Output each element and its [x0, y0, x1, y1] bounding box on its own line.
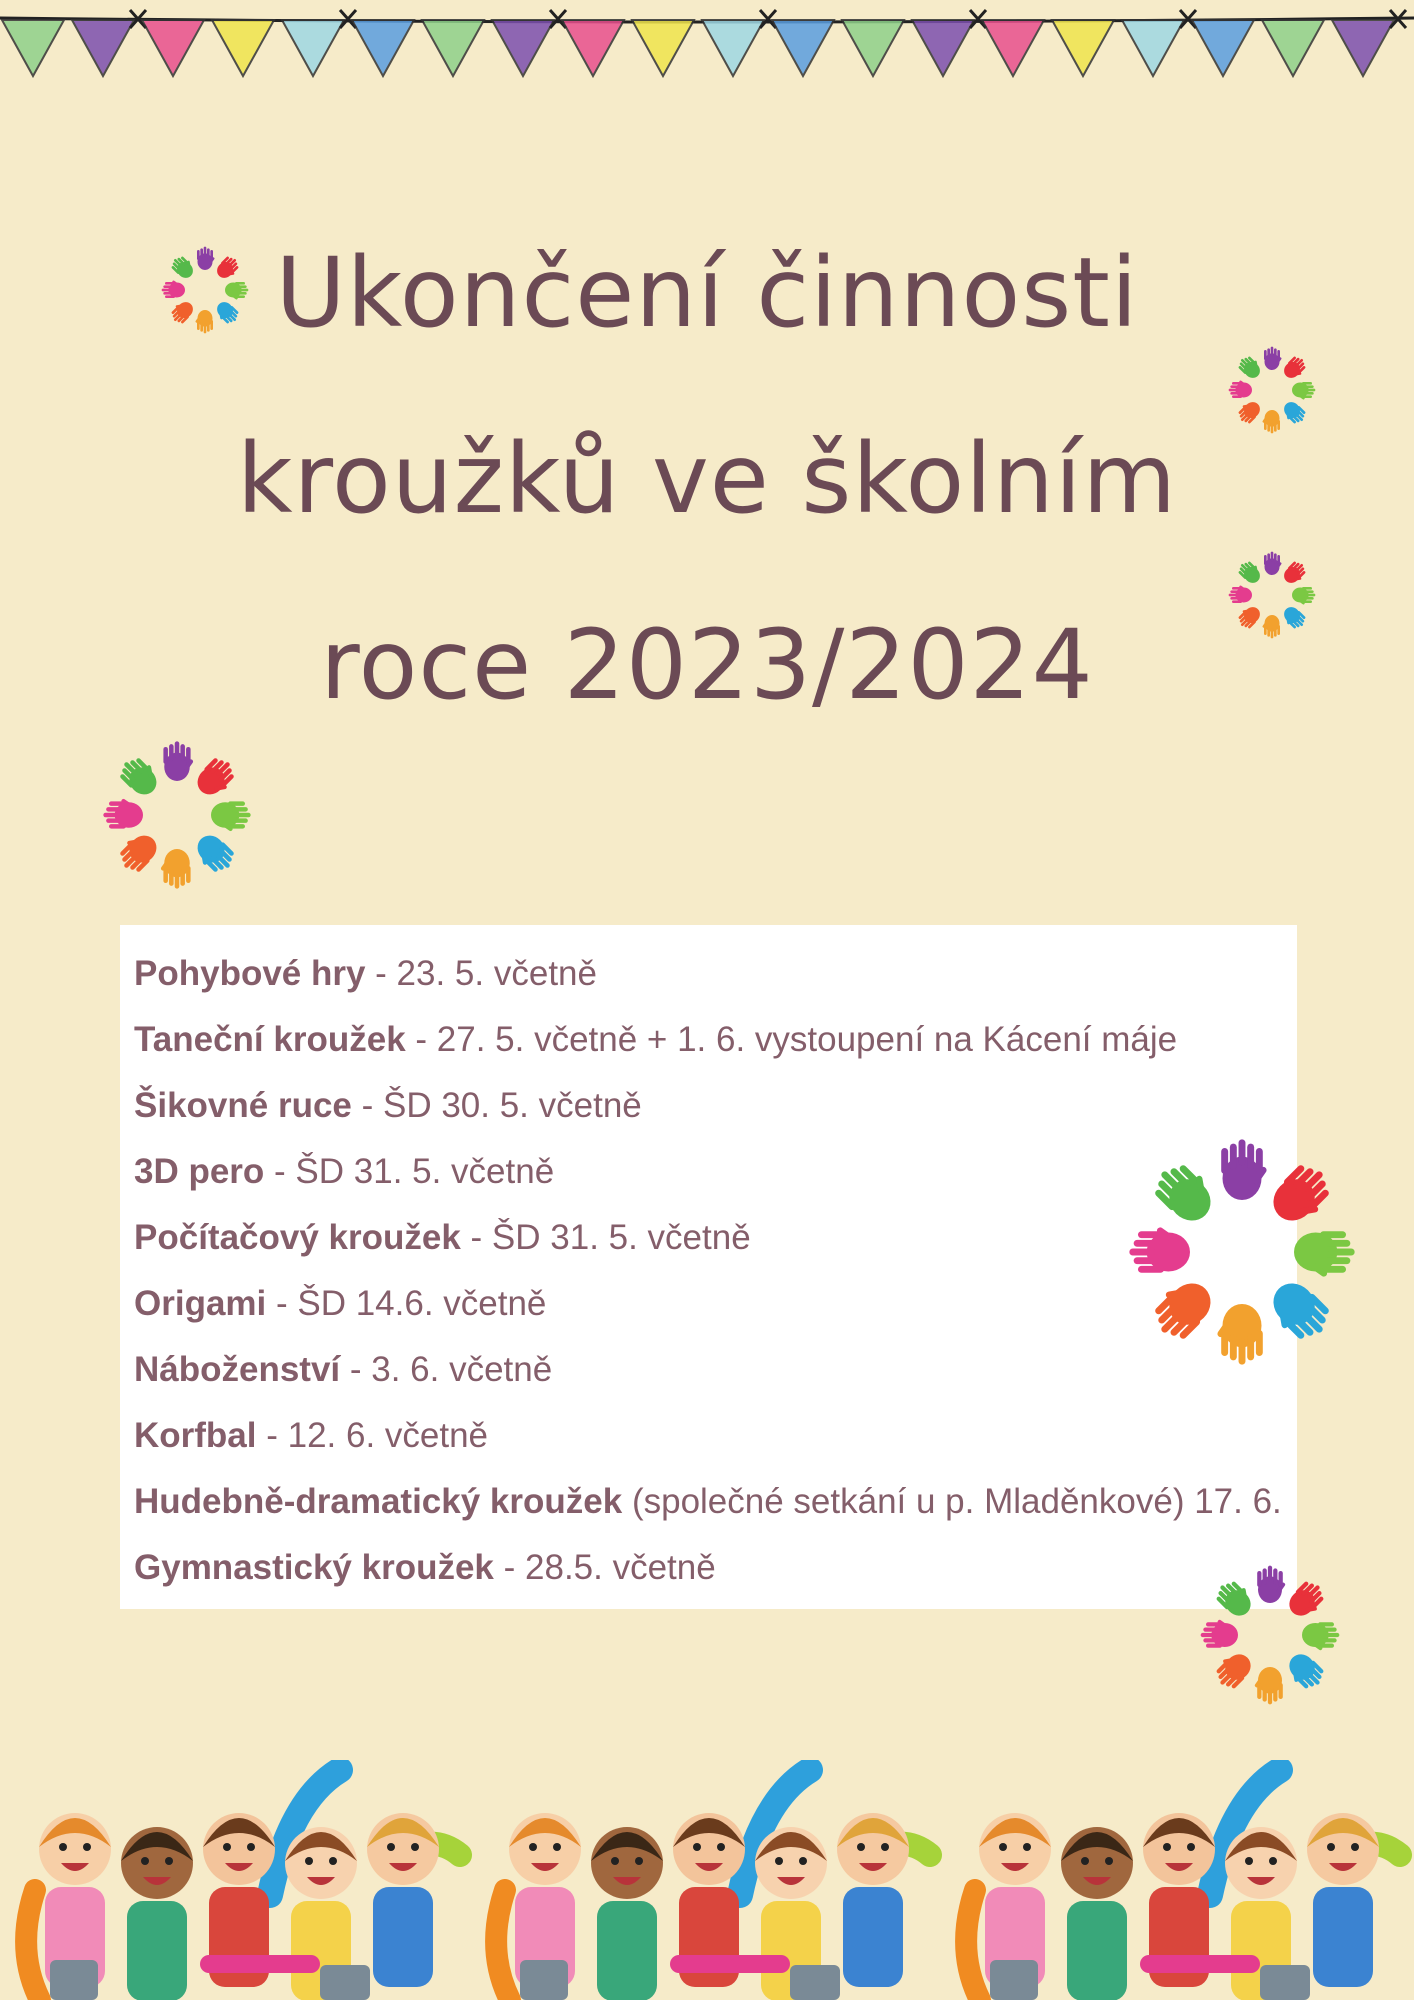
- handprint-wreath-icon: [1112, 1122, 1372, 1382]
- club-detail: - 3. 6. včetně: [340, 1350, 553, 1389]
- title-line-2: kroužků ve školním: [237, 423, 1177, 535]
- handprint-icon: [191, 753, 241, 803]
- club-name: Pohybové hry: [134, 954, 366, 993]
- club-name: Šikovné ruce: [134, 1086, 352, 1125]
- handprint-icon: [1229, 585, 1252, 603]
- club-name: Hudebně-dramatický kroužek: [134, 1482, 623, 1521]
- handprint-icon: [1254, 1667, 1283, 1704]
- club-name: Počítačový kroužek: [134, 1218, 461, 1257]
- handprint-icon: [1292, 382, 1315, 400]
- schedule-item-hudebne-dramaticky: [134, 1469, 1282, 1535]
- handprint-icon: [1257, 1566, 1286, 1603]
- schedule-item-tanecni-krouzek: [134, 1007, 1282, 1073]
- handprint-icon: [160, 849, 191, 889]
- handprint-icon: [1144, 1270, 1220, 1346]
- club-detail: - ŠD 31. 5. včetně: [460, 1218, 751, 1257]
- handprint-icon: [1229, 380, 1252, 398]
- title-line-1: Ukončení činnosti: [275, 237, 1139, 349]
- handprint-wreath-icon: [1190, 1555, 1350, 1715]
- handprint-icon: [211, 801, 251, 832]
- handprint-wreath-icon: [92, 730, 262, 900]
- handprint-icon: [1262, 615, 1280, 638]
- handprint-icon: [1264, 1158, 1340, 1234]
- handprint-icon: [1262, 410, 1280, 433]
- handprint-icon: [1292, 587, 1315, 605]
- schedule-item-pohybove-hry: [134, 941, 1282, 1007]
- title-line-3: roce 2023/2024: [320, 609, 1094, 721]
- schedule-item-origami: [134, 1271, 1282, 1337]
- handprint-icon: [1284, 1577, 1331, 1624]
- handprint-icon: [115, 751, 165, 801]
- handprint-icon: [1221, 1139, 1268, 1200]
- handprint-icon: [225, 282, 248, 300]
- handprint-icon: [1201, 1619, 1238, 1648]
- handprint-icon: [1234, 602, 1263, 631]
- club-name: Náboženství: [134, 1350, 341, 1389]
- handprint-icon: [212, 298, 241, 327]
- handprint-wreath-icon: [155, 240, 255, 340]
- handprint-icon: [103, 798, 143, 829]
- club-detail: - 23. 5. včetně: [365, 954, 597, 993]
- handprint-icon: [1264, 347, 1282, 370]
- handprint-icon: [1234, 397, 1263, 426]
- club-name: 3D pero: [134, 1152, 265, 1191]
- handprint-icon: [162, 280, 185, 298]
- handprint-icon: [163, 741, 194, 781]
- handprint-icon: [1281, 1649, 1328, 1696]
- club-detail: - 28.5. včetně: [493, 1548, 716, 1587]
- bunting-garland: [0, 0, 1414, 90]
- club-name: Taneční kroužek: [134, 1020, 406, 1059]
- handprint-icon: [1216, 1304, 1263, 1365]
- handprint-icon: [1210, 1646, 1257, 1693]
- handprint-icon: [1279, 398, 1308, 427]
- handprint-icon: [113, 827, 163, 877]
- handprint-icon: [1236, 352, 1265, 381]
- schedule-item-korfbal: [134, 1403, 1282, 1469]
- handprint-icon: [1280, 354, 1309, 383]
- handprint-icon: [1280, 559, 1309, 588]
- handprint-icon: [1236, 557, 1265, 586]
- handprint-icon: [1212, 1575, 1259, 1622]
- handprint-wreath-icon: [1222, 340, 1322, 440]
- schedule-item-gymnasticky-krouzek: [134, 1535, 1282, 1601]
- handprint-icon: [1148, 1154, 1224, 1230]
- handprint-icon: [1260, 1274, 1336, 1350]
- club-detail: - 27. 5. včetně + 1. 6. vystoupení na Kácení máje: [405, 1020, 1178, 1059]
- schedule-item-nabozenstvi: [134, 1337, 1282, 1403]
- painting-children-illustration: [0, 1760, 1414, 2000]
- handprint-icon: [1129, 1226, 1190, 1273]
- schedule-item-sikovne-ruce: [134, 1073, 1282, 1139]
- club-name: Korfbal: [134, 1416, 257, 1455]
- club-detail: - 12. 6. včetně: [256, 1416, 489, 1455]
- handprint-icon: [169, 252, 198, 281]
- handprint-icon: [213, 254, 242, 283]
- club-detail: (společné setkání u p. Mladěnkové) 17. 6.: [622, 1482, 1282, 1521]
- club-detail: - ŠD 30. 5. včetně: [351, 1086, 642, 1125]
- club-name: Origami: [134, 1284, 267, 1323]
- handprint-icon: [197, 247, 215, 270]
- handprint-icon: [1264, 552, 1282, 575]
- schedule-item-3d-pero: [134, 1139, 1282, 1205]
- handprint-icon: [1294, 1231, 1355, 1278]
- club-detail: - ŠD 14.6. včetně: [266, 1284, 547, 1323]
- schedule-item-pocitacovy-krouzek: [134, 1205, 1282, 1271]
- handprint-icon: [189, 829, 239, 879]
- club-detail: - ŠD 31. 5. včetně: [264, 1152, 555, 1191]
- handprint-icon: [167, 297, 196, 326]
- handprint-wreath-icon: [1222, 545, 1322, 645]
- handprint-icon: [1302, 1622, 1339, 1651]
- club-name: Gymnastický kroužek: [134, 1548, 494, 1587]
- schedule-list: [134, 941, 1282, 1601]
- handprint-icon: [1279, 603, 1308, 632]
- handprint-icon: [195, 310, 213, 333]
